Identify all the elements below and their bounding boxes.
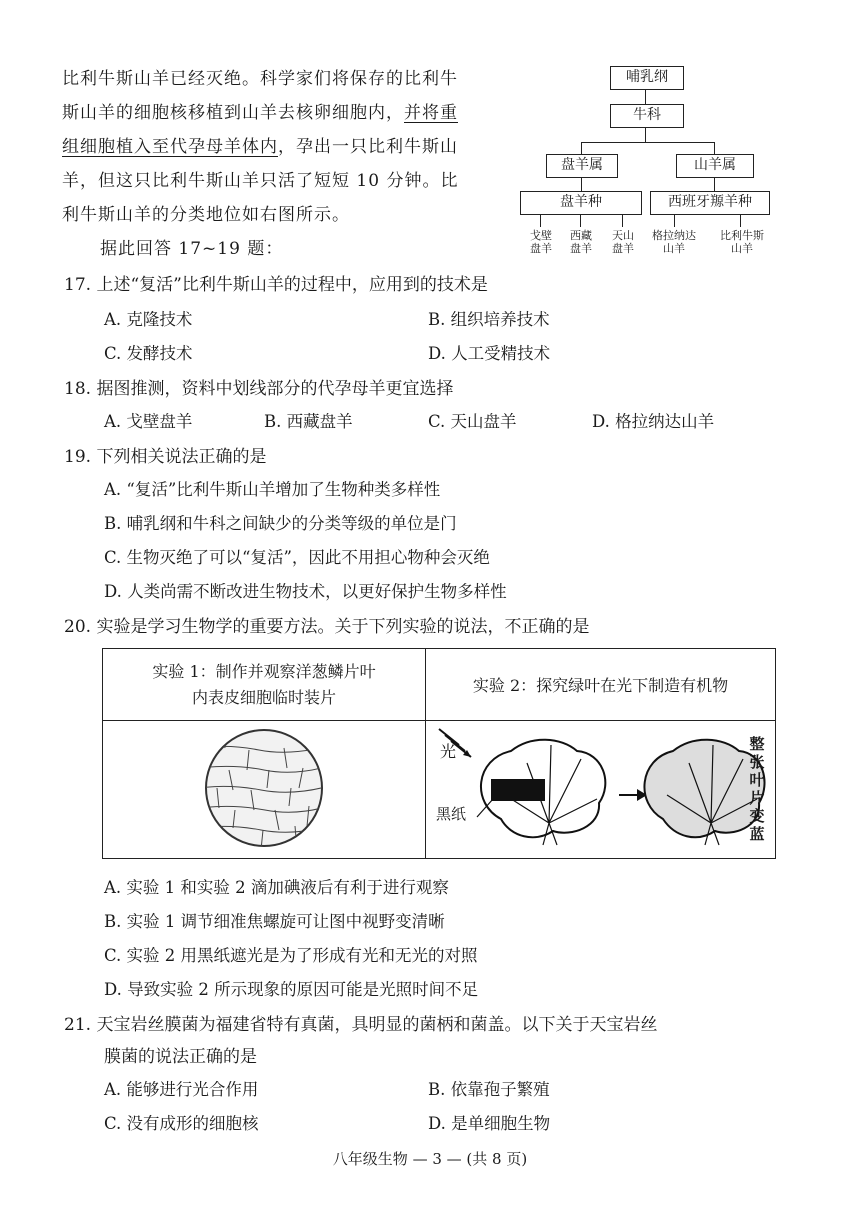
q18-option-a: A. 戈壁盘羊 <box>104 412 193 431</box>
exp2-header: 实验 2：探究绿叶在光下制造有机物 <box>426 649 776 721</box>
tax-leaf-text: 山羊 <box>663 242 685 255</box>
q19-option-a: A. “复活”比利牛斯山羊增加了生物种类多样性 <box>104 480 441 499</box>
tax-connector <box>645 90 646 104</box>
black-paper-icon <box>491 779 545 801</box>
tax-connector <box>581 178 582 191</box>
exp1-figure-cell <box>103 721 426 859</box>
q17-option-c: C. 发酵技术 <box>104 344 193 363</box>
q17-option-d: D. 人工受精技术 <box>428 344 551 363</box>
tax-connector <box>740 215 741 227</box>
exp1-title-line2: 内表皮细胞临时装片 <box>191 687 336 707</box>
label-black-paper: 黑纸 <box>436 805 467 823</box>
q18-option-b: B. 西藏盘羊 <box>264 412 353 431</box>
label-char: 片 <box>749 789 765 807</box>
q18-option-c: C. 天山盘羊 <box>428 412 517 431</box>
label-char: 变 <box>749 807 765 825</box>
q17-stem: 17. 上述“复活”比利牛斯山羊的过程中，应用到的技术是 <box>64 275 488 295</box>
leaf-after-icon <box>644 739 764 837</box>
q20-stem: 20. 实验是学习生物学的重要方法。关于下列实验的说法，不正确的是 <box>64 617 590 637</box>
q21-option-c: C. 没有成形的细胞核 <box>104 1114 259 1133</box>
q20-option-b: B. 实验 1 调节细准焦螺旋可让图中视野变清晰 <box>104 912 445 931</box>
intro-line-2-text: 斯山羊的细胞核移植到山羊去核卵细胞内， <box>62 103 404 123</box>
label-char: 张 <box>749 753 765 771</box>
tax-species-left-box: 盘羊种 <box>520 191 642 215</box>
tax-connector <box>581 142 715 143</box>
tax-leaf-text: 比利牛斯 <box>720 229 764 242</box>
tax-leaf-text: 盘羊 <box>612 242 634 255</box>
tax-leaf-text: 格拉纳达 <box>652 229 696 242</box>
intro-line-2 <box>62 98 458 123</box>
tax-leaf-pyrenean <box>712 229 772 255</box>
leaf-experiment-figure <box>431 723 771 853</box>
label-light: 光 <box>440 742 457 761</box>
tax-leaf-text: 西藏 <box>570 229 592 242</box>
q21-option-b: B. 依靠孢子繁殖 <box>428 1080 550 1099</box>
exp2-figure-cell <box>426 721 776 859</box>
intro-line-4: 羊，但这只比利牛斯山羊只活了短短 10 分钟。比 <box>62 171 459 191</box>
tax-connector <box>645 128 646 142</box>
onion-cell-microscope-view <box>199 726 329 850</box>
q17-option-b: B. 组织培养技术 <box>428 310 550 329</box>
tax-class-box: 哺乳纲 <box>610 66 684 90</box>
q20-option-c: C. 实验 2 用黑纸遮光是为了形成有光和无光的对照 <box>104 946 478 965</box>
tax-genus-left-box: 盘羊属 <box>546 154 618 178</box>
q19-option-b: B. 哺乳纲和牛科之间缺少的分类等级的单位是门 <box>104 514 457 533</box>
intro-line-3 <box>62 132 458 157</box>
experiment-table <box>102 648 776 859</box>
tax-connector <box>622 215 623 227</box>
page-footer: 八年级生物 — 3 — (共 8 页) <box>332 1150 528 1168</box>
tax-connector <box>540 215 541 227</box>
label-leaf-turns-blue <box>748 735 766 843</box>
tax-species-right-box: 西班牙羱羊种 <box>650 191 770 215</box>
intro-underlined-1: 并将重 <box>404 103 458 123</box>
tax-leaf-text: 盘羊 <box>570 242 592 255</box>
q19-option-d: D. 人类尚需不断改进生物技术，以更好保护生物多样性 <box>104 582 507 601</box>
intro-line-6: 据此回答 17~19 题： <box>100 239 284 259</box>
intro-underlined-2: 组细胞植入至代孕母羊体内 <box>62 137 278 157</box>
intro-line-1: 比利牛斯山羊已经灭绝。科学家们将保存的比利牛 <box>62 69 458 89</box>
tax-leaf-tianshan <box>604 229 642 255</box>
tax-leaf-text: 戈壁 <box>530 229 552 242</box>
q18-option-d: D. 格拉纳达山羊 <box>592 412 715 431</box>
q21-stem-line1: 21. 天宝岩丝膜菌为福建省特有真菌，具明显的菌柄和菌盖。以下关于天宝岩丝 <box>64 1015 658 1035</box>
q21-option-d: D. 是单细胞生物 <box>428 1114 551 1133</box>
q21-stem-line2: 膜菌的说法正确的是 <box>104 1047 257 1067</box>
tax-leaf-tibet <box>562 229 600 255</box>
label-char: 蓝 <box>749 825 765 843</box>
q17-option-a: A. 克隆技术 <box>104 310 193 329</box>
tax-leaf-text: 盘羊 <box>530 242 552 255</box>
q20-option-a: A. 实验 1 和实验 2 滴加碘液后有利于进行观察 <box>104 878 449 897</box>
tax-leaf-gobi <box>522 229 560 255</box>
label-char: 整 <box>749 735 765 753</box>
tax-leaf-text: 天山 <box>612 229 634 242</box>
tax-family-box: 牛科 <box>610 104 684 128</box>
tax-connector <box>714 178 715 191</box>
tax-leaf-granada <box>644 229 704 255</box>
tax-genus-right-box: 山羊属 <box>676 154 754 178</box>
intro-line-5: 利牛斯山羊的分类地位如右图所示。 <box>62 205 350 225</box>
tax-connector <box>714 142 715 154</box>
q19-option-c: C. 生物灭绝了可以“复活”，因此不用担心物种会灭绝 <box>104 548 490 567</box>
q19-stem: 19. 下列相关说法正确的是 <box>64 447 267 467</box>
exp1-header <box>103 649 426 721</box>
q18-stem: 18. 据图推测，资料中划线部分的代孕母羊更宜选择 <box>64 379 454 399</box>
exp1-title-line1: 实验 1：制作并观察洋葱鳞片叶 <box>152 661 376 681</box>
tax-connector <box>580 215 581 227</box>
q20-option-d: D. 导致实验 2 所示现象的原因可能是光照时间不足 <box>104 980 479 999</box>
intro-line-3-text: ，孕出一只比利牛斯山 <box>278 137 458 157</box>
tax-connector <box>581 142 582 154</box>
tax-connector <box>674 215 675 227</box>
tax-leaf-text: 山羊 <box>731 242 753 255</box>
q21-option-a: A. 能够进行光合作用 <box>104 1080 259 1099</box>
label-char: 叶 <box>749 771 765 789</box>
